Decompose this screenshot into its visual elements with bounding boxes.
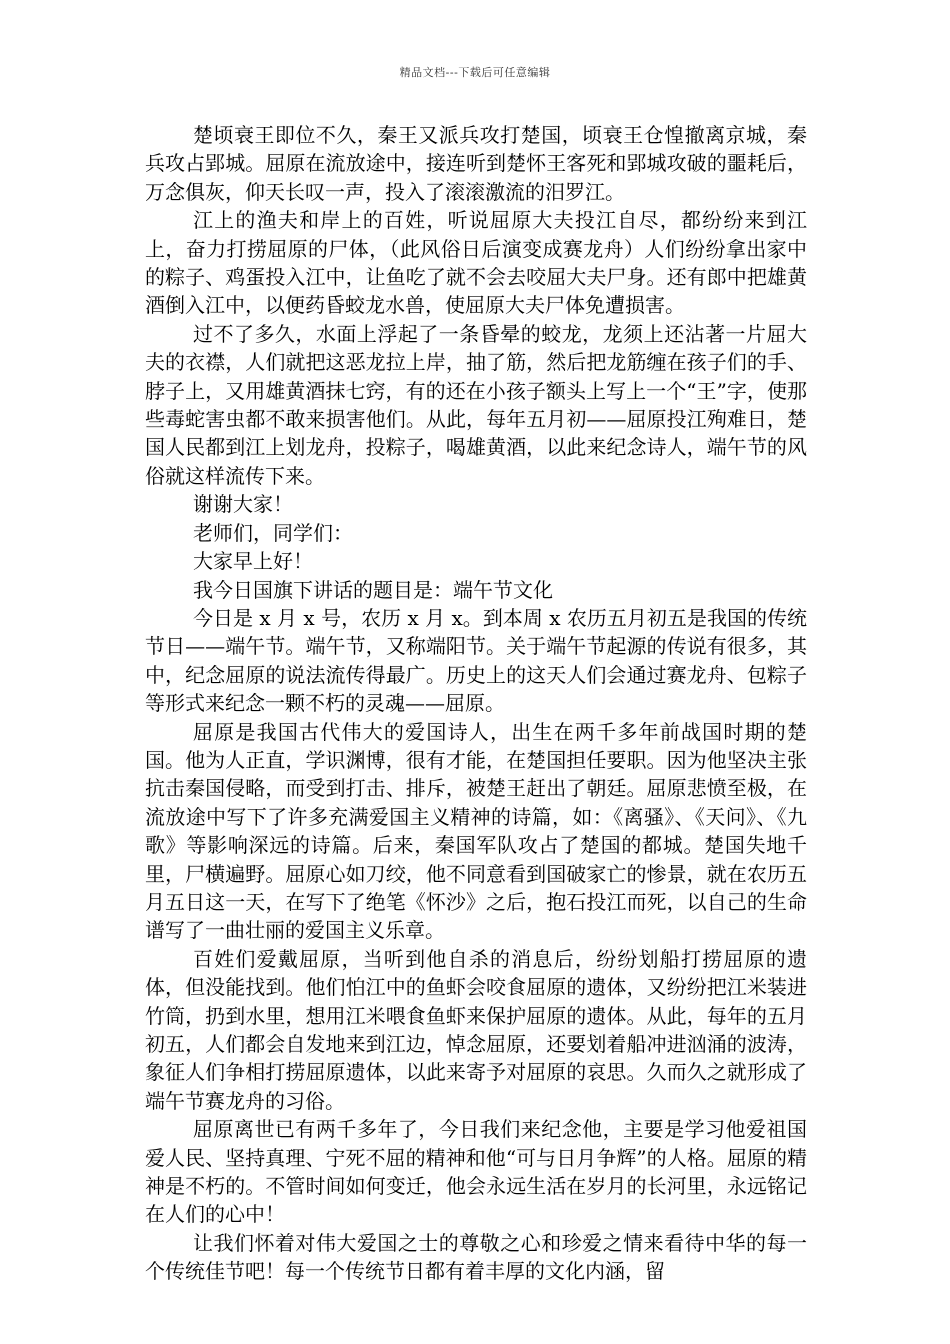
paragraph: 屈原是我国古代伟大的爱国诗人，出生在两千多年前战国时期的楚国。他为人正直，学识渊博，很有才能，在楚国担任要职。因为他坚决主张抗击秦国侵略，而受到打击、排斥，被楚王赶出了朝廷。屈原悲愤至极，在流放途中写下了许多充满爱国主义精神的诗篇，如：《离骚》、《天问》、《九歌》等影响深远的诗篇。后来，秦国军队攻占了楚国的都城。楚国失地千里，尸横遍野。屈原心如刀绞，他不同意看到国破家亡的惨景，就在农历五月五日这一天，在写下了绝笔《怀沙》之后，抱石投江而死，以自己的生命谱写了一曲壮丽的爱国主义乐章。 [145, 719, 807, 943]
paragraph: 屈原离世已有两千多年了，今日我们来纪念他，主要是学习他爱祖国爱人民、坚持真理、宁死不屈的精神和他“可与日月争辉”的人格。屈原的精神是不朽的。不管时间如何变迁，他会永远生活在岁月的长河里，永远铭记在人们的心中！ [145, 1117, 807, 1227]
paragraph: 老师们，同学们： [193, 520, 353, 545]
paragraph: 江上的渔夫和岸上的百姓，听说屈原大夫投江自尽，都纷纷来到江上，奋力打捞屈原的尸体，（此风俗日后演变成赛龙舟）人们纷纷拿出家中的粽子、鸡蛋投入江中，让鱼吃了就不会去咬屈大夫尸身。还有郎中把雄黄酒倒入江中，以便药昏蛟龙水兽，使屈原大夫尸体免遭损害。 [145, 208, 807, 318]
paragraph: 我今日国旗下讲话的题目是：端午节文化 [193, 577, 553, 602]
paragraph: 百姓们爱戴屈原，当听到他自杀的消息后，纷纷划船打捞屈原的遗体，但没能找到。他们怕江中的鱼虾会咬食屈原的遗体，又纷纷把江米装进竹筒，扔到水里，想用江米喂食鱼虾来保护屈原的遗体。从此，每年的五月初五，人们都会自发地来到江边，悼念屈原，还要划着船冲进汹涌的波涛，象征人们争相打捞屈原遗体，以此来寄予对屈原的哀思。久而久之就形成了端午节赛龙舟的习俗。 [145, 946, 807, 1113]
paragraph: 谢谢大家！ [193, 492, 293, 517]
paragraph: 大家早上好！ [193, 549, 313, 574]
paragraph: 今日是 x 月 x 号，农历 x 月 x。到本周 x 农历五月初五是我国的传统节日——端午节。端午节，又称端阳节。关于端午节起源的传说有很多，其中，纪念屈原的说法流传得最广。历史上的这天人们会通过赛龙舟、包粽子等形式来纪念一颗不朽的灵魂——屈原。 [145, 605, 807, 716]
page-header: 精品文档---下载后可任意编辑 [399, 66, 551, 79]
paragraph: 楚顷衰王即位不久，秦王又派兵攻打楚国，顷衰王仓惶撤离京城，秦兵攻占郢城。屈原在流放途中，接连听到楚怀王客死和郢城攻破的噩耗后，万念俱灰，仰天长叹一声，投入了滚滚激流的汨罗江。 [145, 123, 807, 204]
paragraph: 过不了多久，水面上浮起了一条昏晕的蛟龙，龙须上还沾著一片屈大夫的衣襟，人们就把这恶龙拉上岸，抽了筋，然后把龙筋缠在孩子们的手、脖子上，又用雄黄酒抹七窍，有的还在小孩子额头上写上一个“王”字，使那些毒蛇害虫都不敢来损害他们。从此，每年五月初——屈原投江殉难日，楚国人民都到江上划龙舟，投粽子，喝雄黄酒，以此来纪念诗人，端午节的风俗就这样流传下来。 [145, 321, 807, 488]
document-body [145, 121, 807, 1286]
paragraph: 让我们怀着对伟大爱国之士的尊敬之心和珍爱之情来看待中华的每一个传统佳节吧！每一个传统节日都有着丰厚的文化内涵，留 [145, 1230, 807, 1284]
